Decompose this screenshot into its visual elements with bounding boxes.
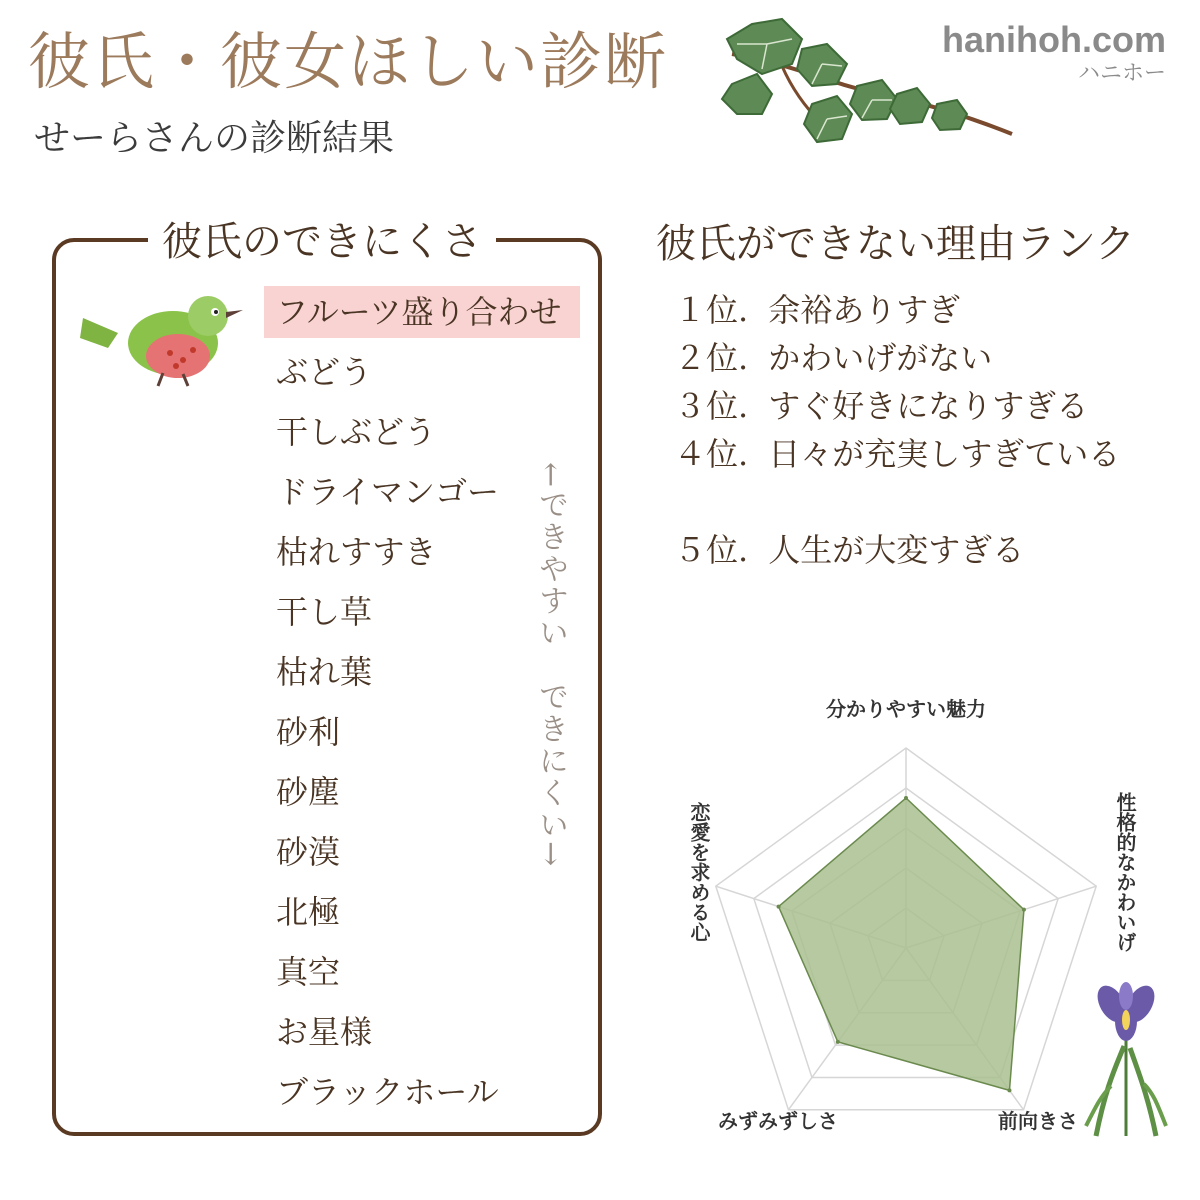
difficulty-item: 砂塵 (276, 773, 341, 811)
radar-data-point (1007, 1088, 1011, 1092)
radar-data-area (779, 798, 1024, 1090)
reason-text: 余裕ありすぎ (768, 291, 961, 329)
difficulty-item: 砂漠 (276, 833, 341, 871)
radar-axis-label: 前向きさ (998, 1111, 1078, 1133)
reason-item (674, 382, 1144, 430)
difficulty-item: 北極 (276, 893, 341, 931)
site-domain: hanihoh.com (942, 19, 1166, 60)
result-subtitle: せーらさんの診断結果 (34, 118, 395, 159)
difficulty-item: お星様 (276, 1013, 373, 1051)
difficulty-item: 枯れ葉 (276, 653, 373, 691)
radar-chart (640, 690, 1135, 1150)
reason-text: 人生が大変すぎる (768, 531, 1025, 569)
difficulty-item: 干しぶどう (276, 413, 437, 451)
radar-axis-label: 分かりやすい魅力 (826, 699, 986, 721)
reason-item (674, 430, 1144, 478)
reason-rank: ５位. (674, 531, 749, 569)
radar-data-point (777, 905, 781, 909)
scale-note: ←できやすい できにくい→ (533, 462, 568, 869)
difficulty-item: ぶどう (276, 353, 373, 391)
radar-axis-label: 恋愛を求める心 (687, 802, 709, 942)
reason-rank: １位. (674, 291, 749, 329)
difficulty-heading: 彼氏のできにくさ (148, 210, 496, 267)
reason-text: 日々が充実しすぎている (768, 435, 1121, 473)
radar-axis-label: みずみずしさ (718, 1111, 838, 1133)
difficulty-item: ブラックホール (276, 1073, 499, 1111)
page-title: 彼氏・彼女ほしい診断 (28, 25, 669, 98)
difficulty-item: ドライマンゴー (276, 473, 500, 511)
difficulty-item: 砂利 (276, 713, 341, 751)
reason-item (674, 286, 1144, 334)
reason-item (674, 526, 1144, 574)
reason-text: かわいげがない (768, 339, 993, 377)
iris-illustration (1076, 976, 1176, 1136)
difficulty-item: 枯れすすき (276, 533, 437, 571)
reason-rank: ３位. (674, 387, 749, 425)
reasons-heading: 彼氏ができない理由ランク (656, 221, 1136, 267)
difficulty-item: 干し草 (276, 593, 373, 631)
site-logo (942, 20, 1166, 86)
reason-rank: ２位. (674, 339, 749, 377)
radar-axis-label: 性格的なかわいげ (1113, 792, 1135, 952)
difficulty-item: 真空 (276, 953, 341, 991)
radar-data-point (1022, 908, 1026, 912)
difficulty-item: フルーツ盛り合わせ (264, 286, 580, 338)
reason-item (674, 334, 1144, 382)
radar-data-point (836, 1040, 840, 1044)
site-kana: ハニホー (1077, 60, 1166, 85)
bird-illustration (78, 288, 248, 388)
radar-data-point (904, 796, 908, 800)
reason-text: すぐ好きになりすぎる (768, 387, 1089, 425)
reason-rank: ４位. (674, 435, 749, 473)
